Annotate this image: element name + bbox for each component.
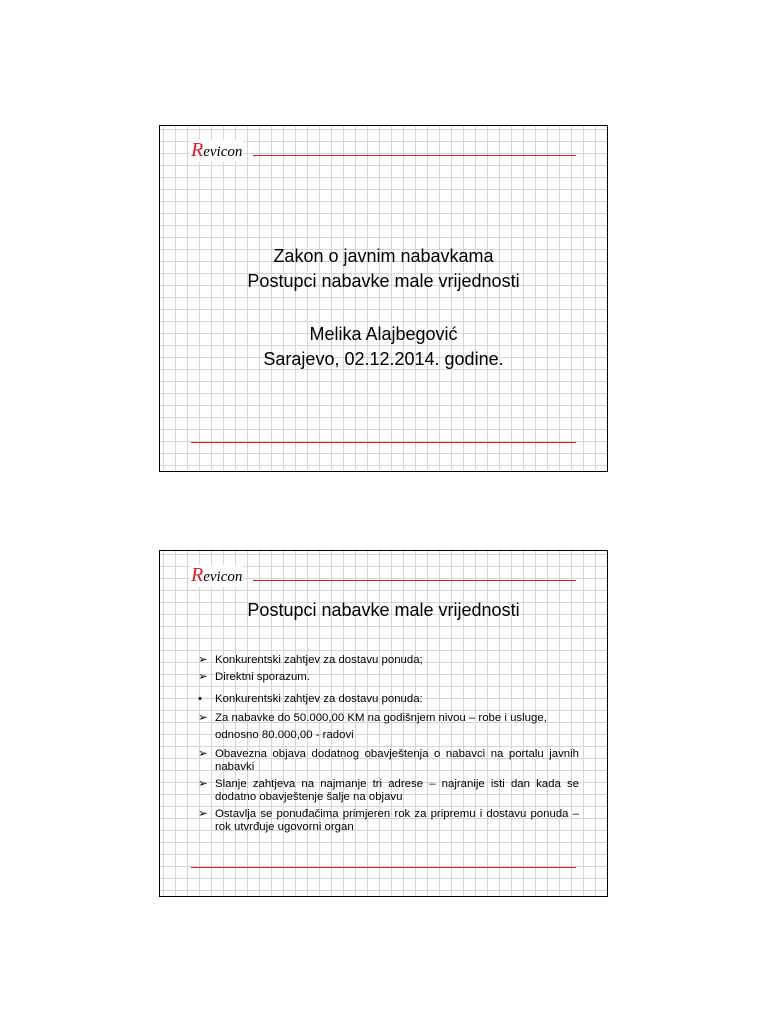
title-block [160, 244, 607, 372]
arrow-bullet-icon: ➢ [198, 748, 208, 760]
list-item [198, 671, 579, 684]
dot-bullet-icon: • [198, 693, 202, 705]
list-item [198, 748, 579, 774]
list-item [198, 654, 579, 667]
logo-text: evicon [203, 569, 243, 585]
list-item-text: Konkurentski zahtjev za dostavu ponuda; [215, 654, 423, 666]
presentation-title: Zakon o javnim nabavkama [273, 246, 494, 266]
list-item [198, 693, 579, 706]
arrow-bullet-icon: ➢ [198, 778, 208, 790]
logo-initial: R [191, 139, 204, 161]
arrow-bullet-icon: ➢ [198, 808, 208, 820]
list-item [198, 778, 579, 804]
slide-1 [159, 125, 608, 472]
arrow-bullet-icon: ➢ [198, 712, 208, 724]
slide-title: Postupci nabavke male vrijednosti [247, 600, 520, 620]
list-item-text: Ostavlja se ponuđačima primjeren rok za pripremu i dostavu ponuda – rok utvrđuje ugovorni organ [215, 808, 579, 833]
logo-text: evicon [203, 144, 243, 160]
list-item-text: Za nabavke do 50.000,00 KM na godišnjem nivou – robe i usluge, odnosno 80.000,00 - radovi [215, 712, 547, 741]
list-item-text: Slanje zahtjeva na najmanje tri adrese – najranije isti dan kada se dodatno obavještenje šalje na objavu [215, 778, 579, 803]
list-item [198, 808, 579, 834]
list-item-text: Obavezna objava dodatnog obavještenja o nabavci na portalu javnih nabavki [215, 748, 579, 773]
footer-rule [191, 867, 576, 868]
header-rule [253, 580, 576, 581]
presentation-subtitle: Postupci nabavke male vrijednosti [247, 271, 520, 291]
list-item [198, 710, 579, 744]
bullet-list [198, 654, 579, 838]
list-item-text: Direktni sporazum. [215, 671, 310, 683]
footer-rule [191, 442, 576, 443]
list-item-text: Konkurentski zahtjev za dostavu ponuda: [215, 693, 423, 705]
arrow-bullet-icon: ➢ [198, 671, 208, 683]
presenter-name: Melika Alajbegović [309, 324, 458, 344]
slide-2 [159, 550, 608, 897]
arrow-bullet-icon: ➢ [198, 654, 208, 666]
revicon-logo [190, 565, 243, 587]
logo-initial: R [191, 564, 204, 586]
presentation-date: Sarajevo, 02.12.2014. godine. [263, 349, 504, 369]
revicon-logo [190, 140, 243, 162]
header-rule [253, 155, 576, 156]
